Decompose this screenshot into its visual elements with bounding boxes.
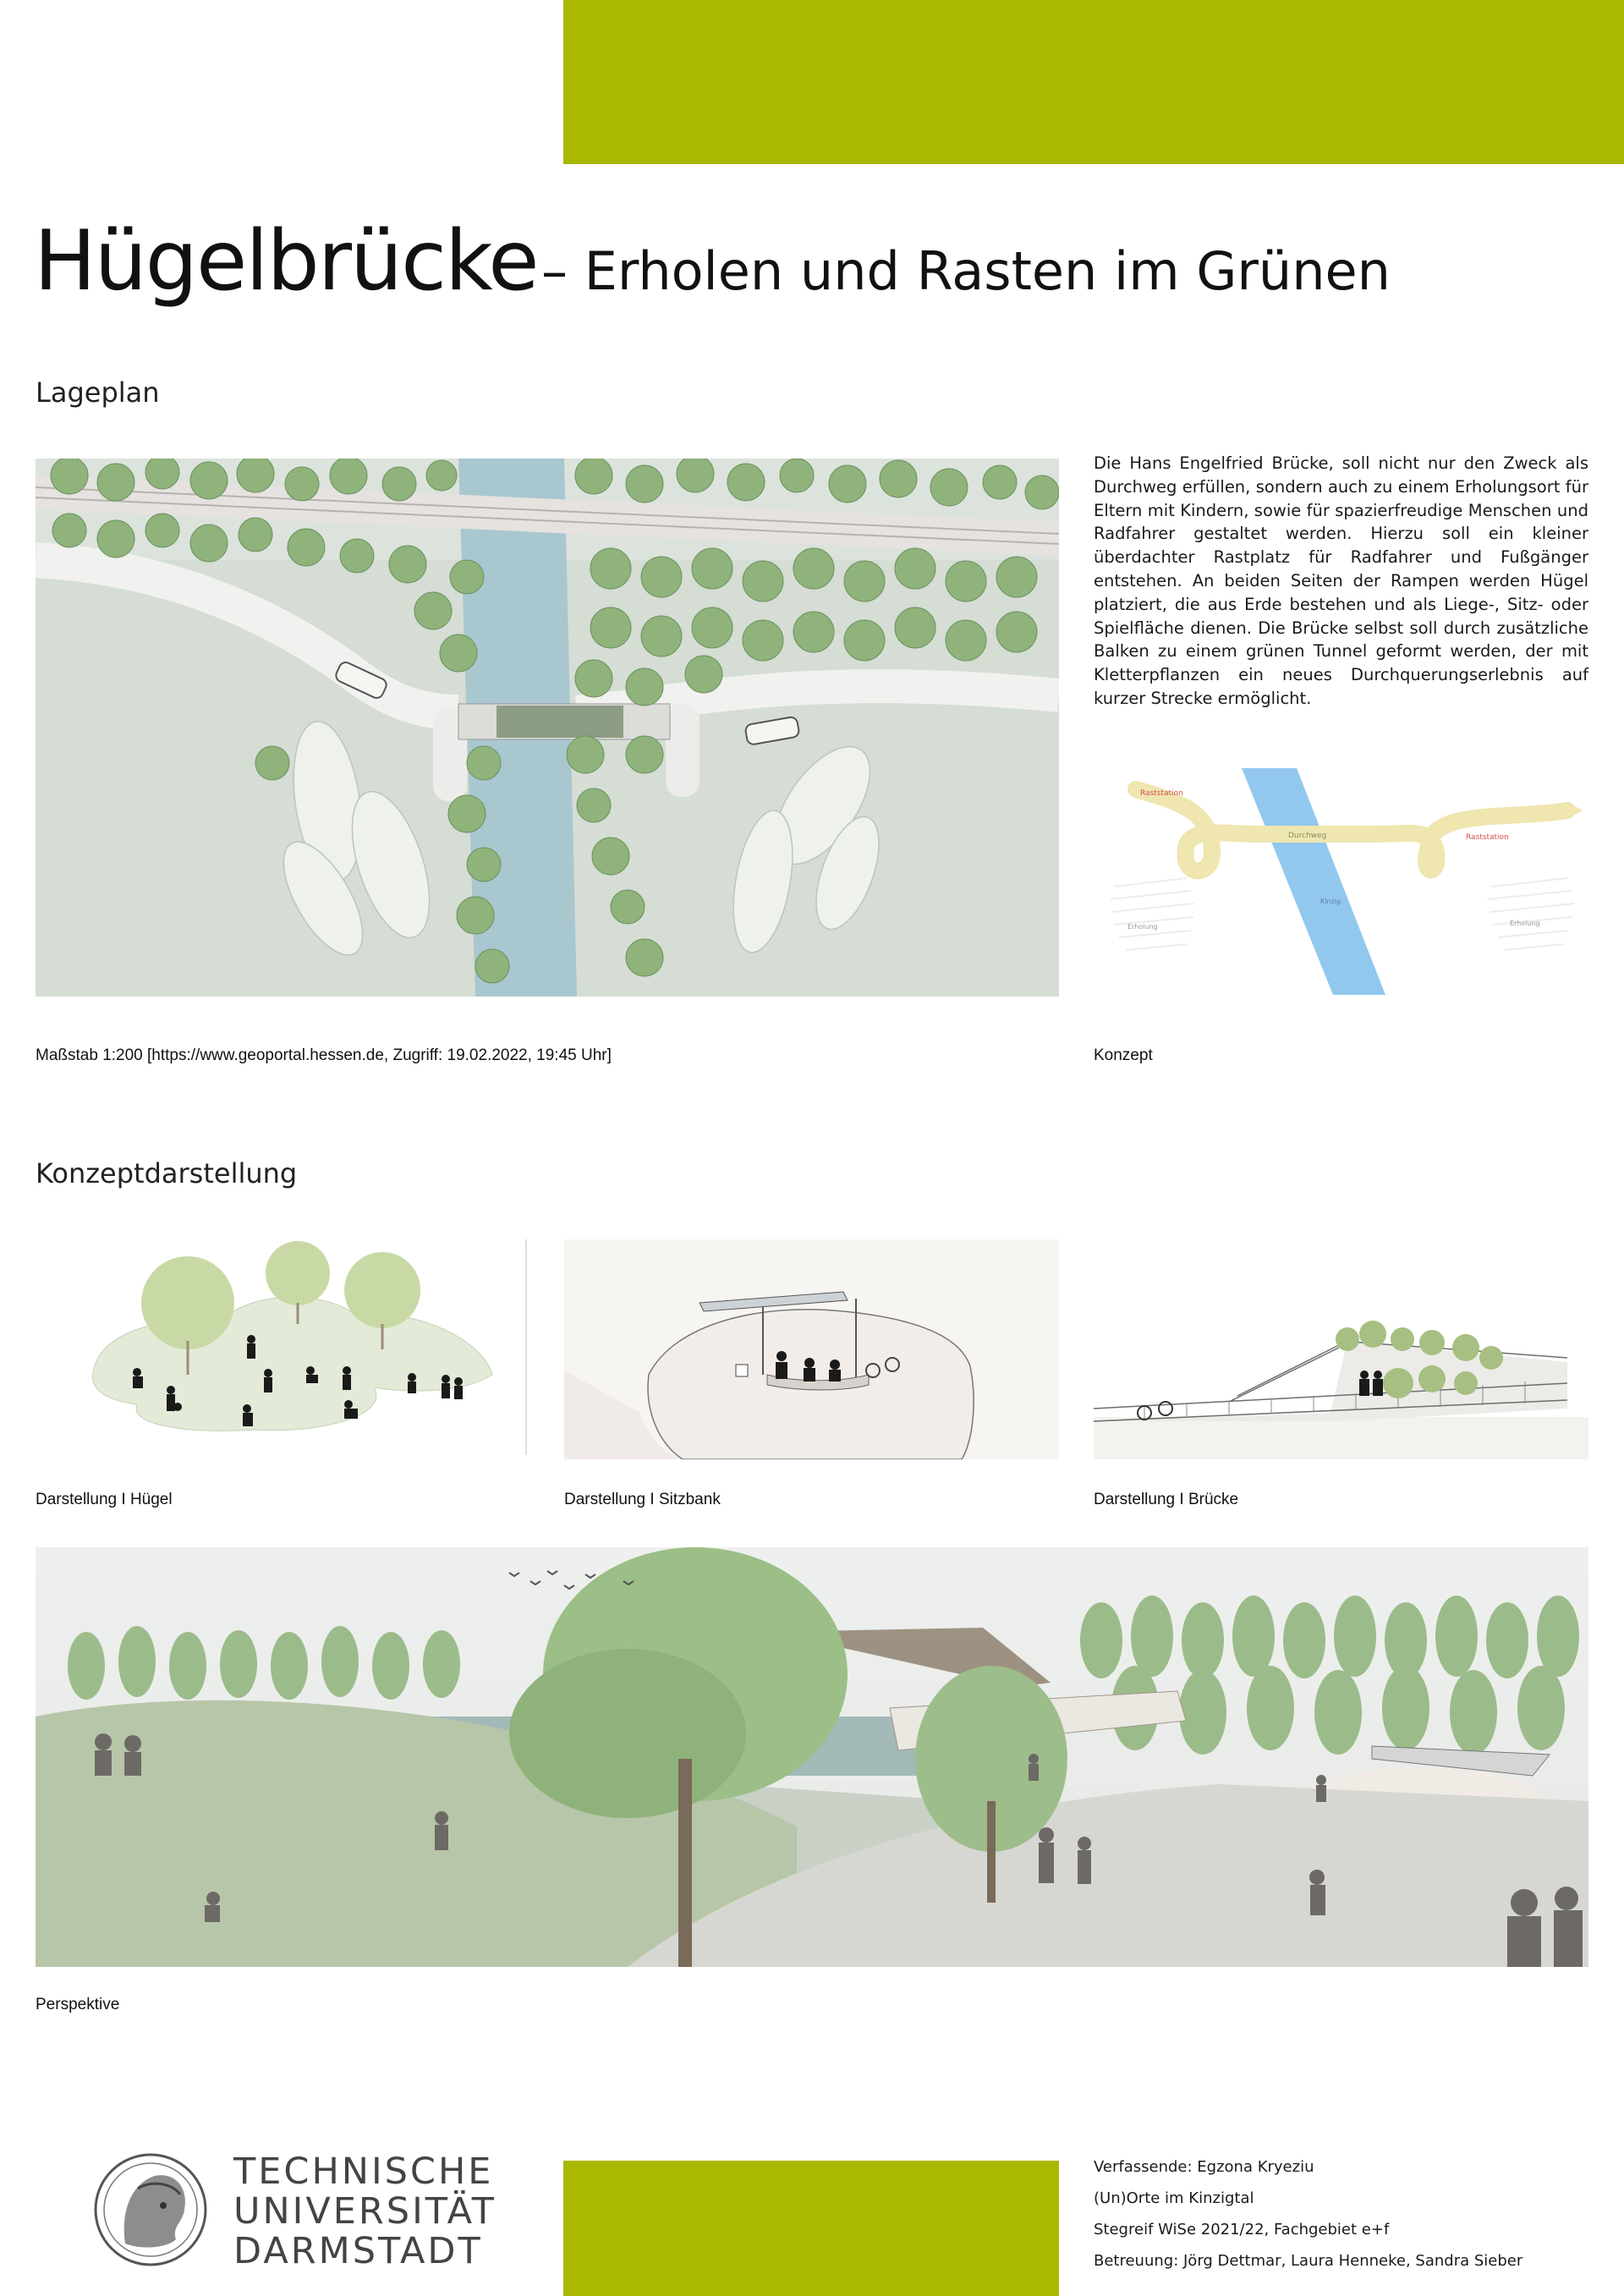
section-heading-lageplan: Lageplan	[36, 376, 160, 409]
concept-label-erholung-left: Erholung	[1127, 923, 1158, 931]
credit-supervisors: Betreuung: Jörg Dettmar, Laura Henneke, Sandra Sieber	[1094, 2252, 1523, 2270]
athene-seal-icon	[91, 2142, 210, 2277]
credit-author: Verfassende: Egzona Kryeziu	[1094, 2158, 1314, 2176]
caption-bruecke: Darstellung I Brücke	[1094, 1491, 1239, 1508]
tu-logo-line-1: TECHNISCHE	[233, 2150, 494, 2193]
tu-logo	[91, 2142, 497, 2277]
concept-label-fluss: Kinzig	[1320, 898, 1341, 905]
credit-project: (Un)Orte im Kinzigtal	[1094, 2189, 1254, 2207]
lageplan-description: Die Hans Engelfried Brücke, soll nicht nur den Zweck als Durchweg erfüllen, sondern auch zu einem Erholungsort für Eltern mit Kindern, sowie für spazierfreudige Menschen und Radfahrer gestaltet werden. Hierzu soll ein kleiner überdachter Rastplatz für Radfahrer und Fußgänger entstehen. An beiden Seiten der Rampen werden Hügel platziert, die aus Erde bestehen und als Liege-, Sitz- oder Spielfläche dienen. Die Brücke selbst soll durch zusätzliche Balken zu einem grünen Tunnel geformt werden, der mit Kletterpflanzen ein neues Durchquerungserlebnis auf kurzer Strecke ermöglicht.	[1094, 453, 1588, 708]
caption-sitzbank: Darstellung I Sitzbank	[564, 1491, 721, 1508]
top-accent-bar	[563, 0, 1624, 164]
tu-logo-line-3: DARMSTADT	[233, 2230, 483, 2272]
konzept-caption: Konzept	[1094, 1046, 1153, 1064]
perspective-image	[36, 1547, 1588, 1967]
illustration-huegel	[36, 1239, 530, 1459]
perspective-caption: Perspektive	[36, 1996, 120, 2013]
tu-logo-line-2: UNIVERSITÄT	[233, 2190, 497, 2233]
concept-label-rast-left: Raststation	[1140, 789, 1183, 798]
credits	[1094, 2151, 1522, 2277]
lageplan-caption: Maßstab 1:200 [https://www.geoportal.hessen.de, Zugriff: 19.02.2022, 19:45 Uhr]	[36, 1046, 612, 1064]
section-heading-konzeptdarstellung: Konzeptdarstellung	[36, 1157, 298, 1189]
title-main: Hügelbrücke	[34, 213, 538, 310]
concept-diagram	[1094, 760, 1588, 997]
site-plan-image	[36, 459, 1059, 997]
illustration-sitzbank	[564, 1239, 1059, 1459]
caption-huegel: Darstellung I Hügel	[36, 1491, 173, 1508]
page-title	[34, 213, 1391, 315]
concept-label-erholung-right: Erholung	[1510, 920, 1540, 927]
concept-label-rast-right: Raststation	[1466, 833, 1509, 842]
credit-course: Stegreif WiSe 2021/22, Fachgebiet e+f	[1094, 2221, 1390, 2238]
title-sub: – Erholen und Rasten im Grünen	[541, 240, 1391, 302]
illustration-bruecke	[1094, 1239, 1588, 1459]
bottom-accent-bar	[563, 2161, 1059, 2296]
concept-label-durchweg: Durchweg	[1288, 832, 1327, 840]
